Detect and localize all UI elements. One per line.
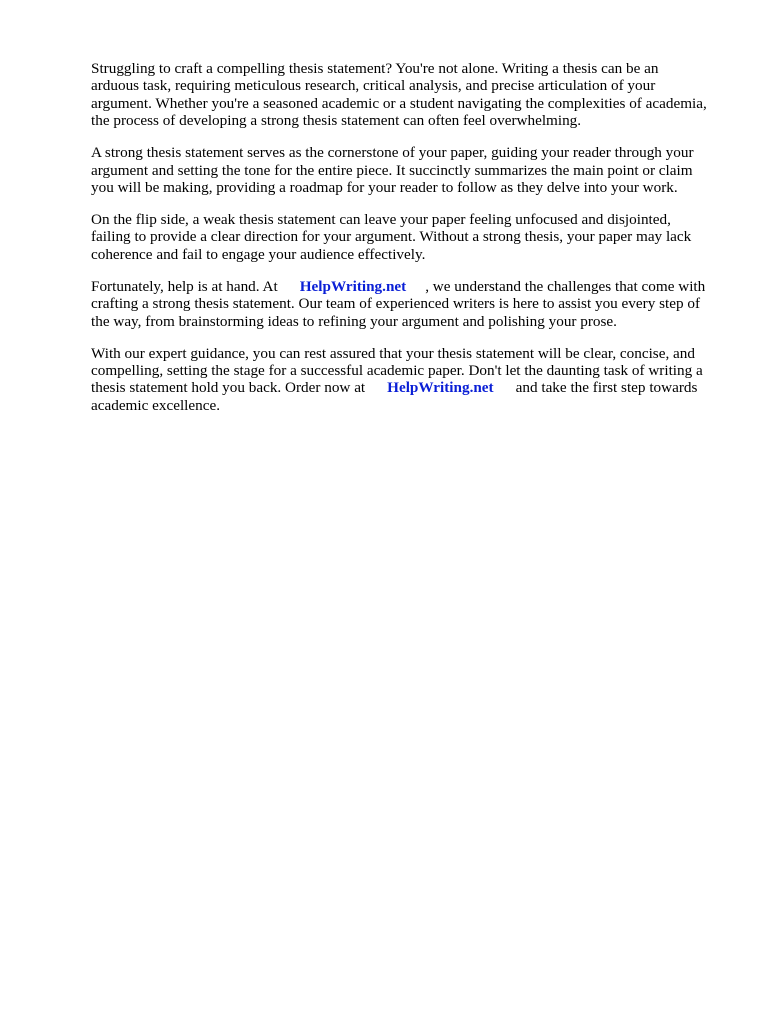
text-line: the process of developing a strong thesis statement can often feel overwhelming. — [91, 112, 582, 130]
paragraph-help — [91, 278, 731, 330]
paragraph-intro — [91, 60, 731, 130]
text-line: arduous task, requiring meticulous research, critical analysis, and precise articulation of your — [91, 77, 656, 95]
text-line: Struggling to craft a compelling thesis statement? You're not alone. Writing a thesis can be an — [91, 60, 659, 77]
text-line: coherence and fail to engage your audience effectively. — [91, 245, 426, 263]
paragraph-weak-thesis — [91, 211, 731, 263]
paragraph-strong-thesis — [91, 144, 731, 196]
text-line: A strong thesis statement serves as the cornerstone of your paper, guiding your reader through your — [91, 144, 694, 162]
text-line-with-link — [91, 278, 731, 295]
document-page — [91, 60, 731, 429]
text-line: the way, from brainstorming ideas to refining your argument and polishing your prose. — [91, 312, 617, 330]
text-segment: and take the first step towards — [515, 379, 698, 397]
helpwriting-link[interactable]: HelpWriting.net — [299, 277, 407, 295]
text-line-with-link — [91, 379, 731, 396]
text-line: With our expert guidance, you can rest assured that your thesis statement will be clear, concise, and — [91, 344, 695, 362]
paragraph-order — [91, 345, 731, 415]
text-line: compelling, setting the stage for a successful academic paper. Don't let the daunting task of writing a — [91, 362, 703, 380]
text-line: failing to provide a clear direction for your argument. Without a strong thesis, your paper may lack — [91, 228, 692, 246]
text-line: academic excellence. — [91, 396, 220, 414]
text-segment: thesis statement hold you back. Order now at — [91, 379, 366, 397]
text-line: argument and setting the tone for the entire piece. It succinctly summarizes the main point or claim — [91, 161, 693, 179]
text-segment: , we understand the challenges that come with — [425, 277, 706, 295]
helpwriting-link[interactable]: HelpWriting.net — [387, 379, 494, 397]
text-segment: Fortunately, help is at hand. At — [91, 277, 278, 295]
text-line: argument. Whether you're a seasoned academic or a student navigating the complexities of academia, — [91, 94, 707, 112]
text-line: you will be making, providing a roadmap for your reader to follow as they delve into your work. — [91, 179, 678, 197]
text-line: crafting a strong thesis statement. Our team of experienced writers is here to assist you every step of — [91, 295, 700, 313]
text-line: On the flip side, a weak thesis statement can leave your paper feeling unfocused and disjointed, — [91, 211, 671, 229]
